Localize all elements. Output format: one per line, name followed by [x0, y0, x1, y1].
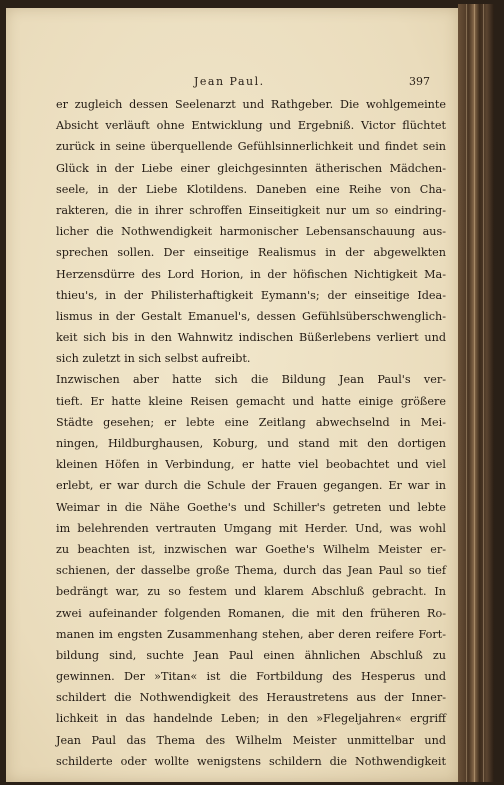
text-line: Inzwischen aber hatte sich die Bildung Jean Paul's ver- — [56, 373, 446, 387]
body-text — [56, 94, 446, 772]
text-line: bedrängt war, zu so festem und klarem Abschluß gebracht. In — [56, 585, 446, 599]
text-line: seele, in der Liebe Klotildens. Daneben eine Reihe von Cha- — [56, 182, 446, 196]
text-line: Herzensdürre des Lord Horion, in der höfischen Nichtigkeit Ma- — [56, 267, 446, 281]
running-head: Jean Paul. — [194, 75, 265, 88]
text-line: erlebt, er war durch die Schule der Frauen gegangen. Er war in — [56, 479, 446, 493]
page-edge-line — [466, 4, 467, 782]
text-line: lismus in der Gestalt Emanuel's, dessen Gefühlsüberschwenglich- — [56, 309, 446, 323]
text-line: sich zuletzt in sich selbst aufreibt. — [56, 352, 251, 366]
text-line: Weimar in die Nähe Goethe's und Schiller's getreten und lebte — [56, 500, 446, 514]
page-edge-line — [483, 4, 484, 782]
text-line: gewinnen. Der »Titan« ist die Fortbildung des Hesperus und — [56, 670, 446, 684]
text-line: bildung sind, suchte Jean Paul einen ähnlichen Abschluß zu — [56, 648, 446, 662]
text-line: Absicht verläuft ohne Entwicklung und Ergebniß. Victor flüchtet — [56, 119, 446, 133]
page-edge-line — [474, 4, 475, 782]
book-page — [6, 8, 458, 782]
text-line: Jean Paul das Thema des Wilhelm Meister unmittelbar und — [56, 733, 446, 747]
text-line: schildert die Nothwendigkeit des Heraustretens aus der Inner- — [56, 691, 446, 705]
page-number: 397 — [409, 75, 430, 88]
text-line: im belehrenden vertrauten Umgang mit Herder. Und, was wohl — [56, 521, 446, 535]
text-line: rakteren, die in ihrer schroffen Einseitigkeit nur um so eindring- — [56, 203, 446, 217]
text-line: thieu's, in der Philisterhaftigkeit Eymann's; der einseitige Idea- — [56, 288, 446, 302]
page-header — [54, 75, 444, 91]
text-line: keit sich bis in den Wahnwitz indischen Büßerlebens verliert und — [56, 331, 446, 345]
text-line: schienen, der dasselbe große Thema, durch das Jean Paul so tief — [56, 564, 446, 578]
text-line: kleinen Höfen in Verbindung, er hatte viel beobachtet und viel — [56, 458, 446, 472]
text-line: lichkeit in das handelnde Leben; in den »Flegeljahren« ergriff — [56, 712, 446, 726]
text-line: er zugleich dessen Seelenarzt und Rathgeber. Die wohlgemeinte — [56, 98, 446, 111]
text-line: ningen, Hildburghausen, Koburg, und stand mit den dortigen — [56, 437, 446, 450]
text-line: licher die Nothwendigkeit harmonischer Lebensanschauung aus- — [56, 225, 446, 239]
text-line: tieft. Er hatte kleine Reisen gemacht und hatte einige größere — [56, 394, 446, 408]
text-line: Glück in der Liebe einer gleichgesinnten ätherischen Mädchen- — [56, 161, 446, 175]
text-line: zwei aufeinander folgenden Romanen, die mit den früheren Ro- — [56, 606, 446, 620]
text-line: schilderte oder wollte wenigstens schildern die Nothwendigkeit — [56, 754, 446, 768]
text-line: zurück in seine überquellende Gefühlsinnerlichkeit und findet sein — [56, 140, 446, 154]
text-line: sprechen sollen. Der einseitige Realismus in der abgewelkten — [56, 246, 446, 260]
text-line: manen im engsten Zusammenhang stehen, aber deren reifere Fort- — [56, 627, 446, 641]
text-line: Städte gesehen; er lebte eine Zeitlang abwechselnd in Mei- — [56, 415, 446, 429]
text-line: zu beachten ist, inzwischen war Goethe's Wilhelm Meister er- — [56, 542, 446, 556]
book-page-edges — [458, 4, 494, 782]
